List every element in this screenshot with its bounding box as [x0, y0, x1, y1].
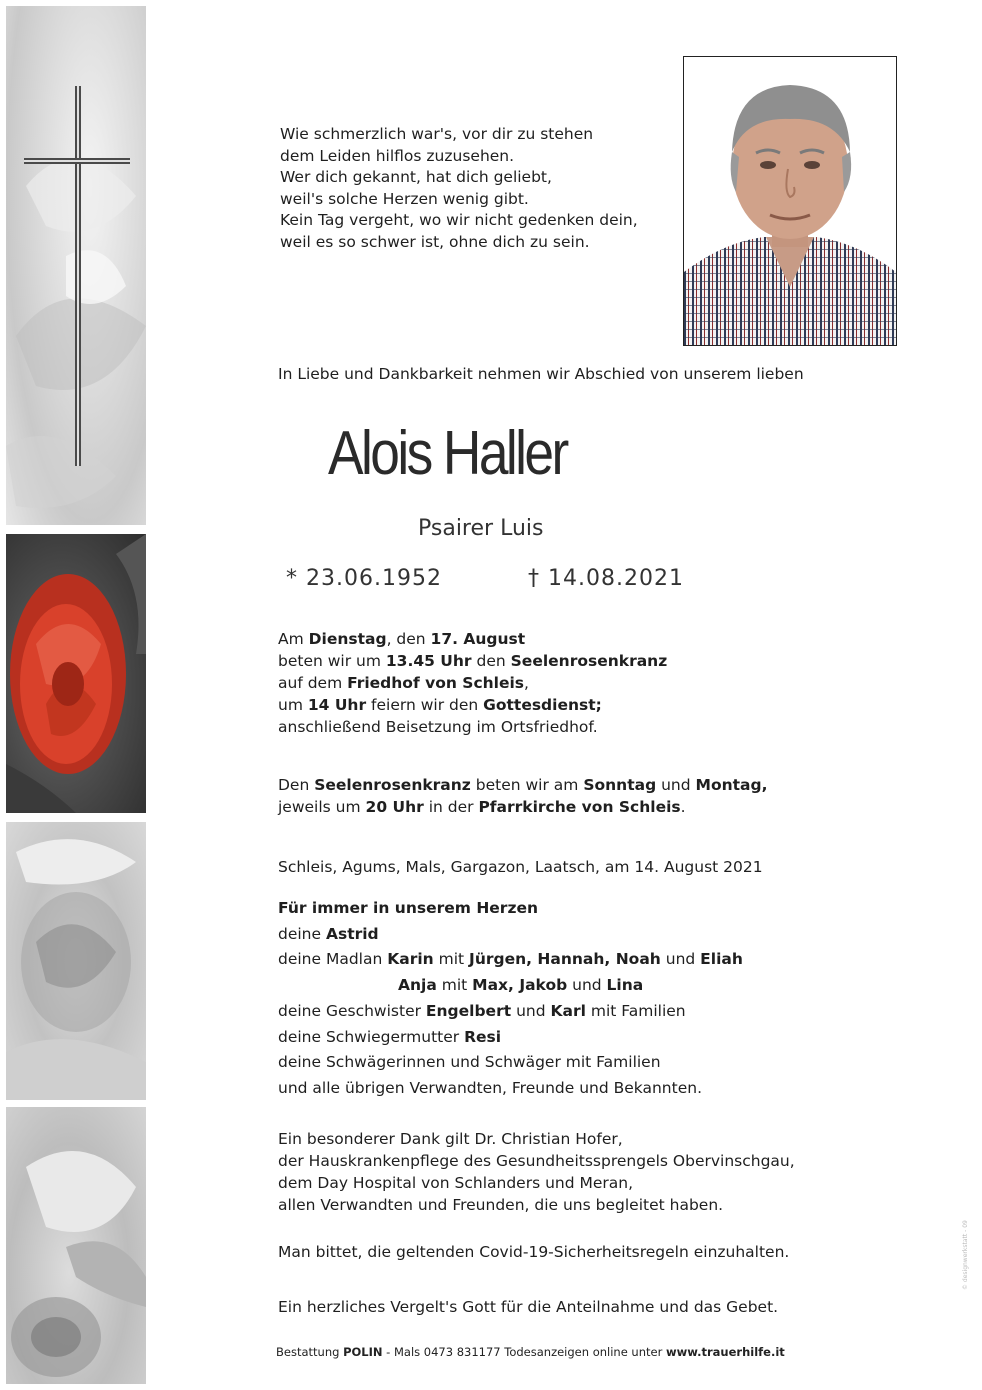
decorative-rose-panel-top [6, 6, 146, 525]
poem-line: weil's solche Herzen wenig gibt. [280, 189, 529, 208]
thanks-line: Ein besonderer Dank gilt Dr. Christian Hofer, [278, 1130, 623, 1148]
decorative-rose-panel-middle [6, 822, 146, 1100]
grey-rose-image [6, 6, 146, 525]
funeral-info [278, 628, 667, 738]
portrait-image [684, 57, 896, 345]
decorative-rose-panel-bottom [6, 1107, 146, 1384]
website-link[interactable]: www.trauerhilfe.it [665, 1345, 785, 1359]
covid-notice: Man bittet, die geltenden Covid-19-Sicherheitsregeln einzuhalten. [278, 1243, 790, 1261]
deceased-nickname: Psairer Luis [418, 516, 544, 541]
family-line: Anja mit Max, Jakob und Lina [398, 976, 644, 995]
poem-line: dem Leiden hilflos zuzusehen. [280, 146, 515, 165]
poem-line: weil es so schwer ist, ohne dich zu sein. [280, 232, 590, 251]
deceased-name: Alois Haller [328, 419, 567, 488]
thanks-line: dem Day Hospital von Schlanders und Meran, [278, 1174, 634, 1192]
design-credit: © designwerkstatt - 09 [962, 1220, 969, 1290]
family-line: deine Astrid [278, 924, 379, 943]
family-line: deine Schwiegermutter Resi [278, 1027, 502, 1046]
rosary-line: Den Seelenrosenkranz beten wir am Sonntag und Montag, [278, 776, 768, 794]
memorial-poem [280, 124, 638, 254]
poem-line: Kein Tag vergeht, wo wir nicht gedenken dein, [280, 211, 638, 230]
family-heading: Für immer in unserem Herzen [278, 899, 539, 917]
birth-date: * 23.06.1952 [286, 566, 442, 591]
rosary-info [278, 774, 767, 818]
funeral-line: beten wir um 13.45 Uhr den Seelenrosenkranz [278, 652, 668, 670]
grey-rose-image [6, 822, 146, 1100]
footer-credits: Bestattung POLIN - Mals 0473 831177 Todesanzeigen online unter www.trauerhilfe.it [276, 1345, 785, 1359]
poem-line: Wer dich gekannt, hat dich geliebt, [280, 168, 552, 187]
death-date: † 14.08.2021 [528, 566, 684, 591]
thanks-section [278, 1128, 795, 1216]
grey-rose-image [6, 1107, 146, 1384]
portrait-photo [683, 56, 897, 346]
thanks-line: allen Verwandten und Freunden, die uns begleitet haben. [278, 1196, 724, 1214]
family-line: und alle übrigen Verwandten, Freunde und Bekannten. [278, 1078, 702, 1097]
funeral-company: POLIN [343, 1345, 383, 1359]
rosary-line: jeweils um 20 Uhr in der Pfarrkirche von Schleis. [278, 798, 686, 816]
funeral-line: Am Dienstag, den 17. August [278, 630, 526, 648]
funeral-line: auf dem Friedhof von Schleis, [278, 674, 529, 692]
funeral-line: anschließend Beisetzung im Ortsfriedhof. [278, 718, 598, 736]
funeral-line: um 14 Uhr feiern wir den Gottesdienst; [278, 696, 602, 714]
family-line: deine Geschwister Engelbert und Karl mit Familien [278, 1001, 686, 1020]
family-list [278, 896, 743, 1102]
family-line: deine Madlan Karin mit Jürgen, Hannah, Noah und Eliah [278, 950, 743, 969]
decorative-red-rose-panel [6, 534, 146, 813]
farewell-intro: In Liebe und Dankbarkeit nehmen wir Abschied von unserem lieben [278, 365, 804, 383]
family-line: deine Schwägerinnen und Schwäger mit Familien [278, 1053, 661, 1072]
poem-line: Wie schmerzlich war's, vor dir zu stehen [280, 125, 594, 143]
thanks-line: der Hauskrankenpflege des Gesundheitssprengels Obervinschgau, [278, 1152, 795, 1170]
closing-thanks: Ein herzliches Vergelt's Gott für die Anteilnahme und das Gebet. [278, 1298, 779, 1316]
place-and-date: Schleis, Agums, Mals, Gargazon, Laatsch, am 14. August 2021 [278, 858, 763, 876]
red-rose-image [6, 534, 146, 813]
